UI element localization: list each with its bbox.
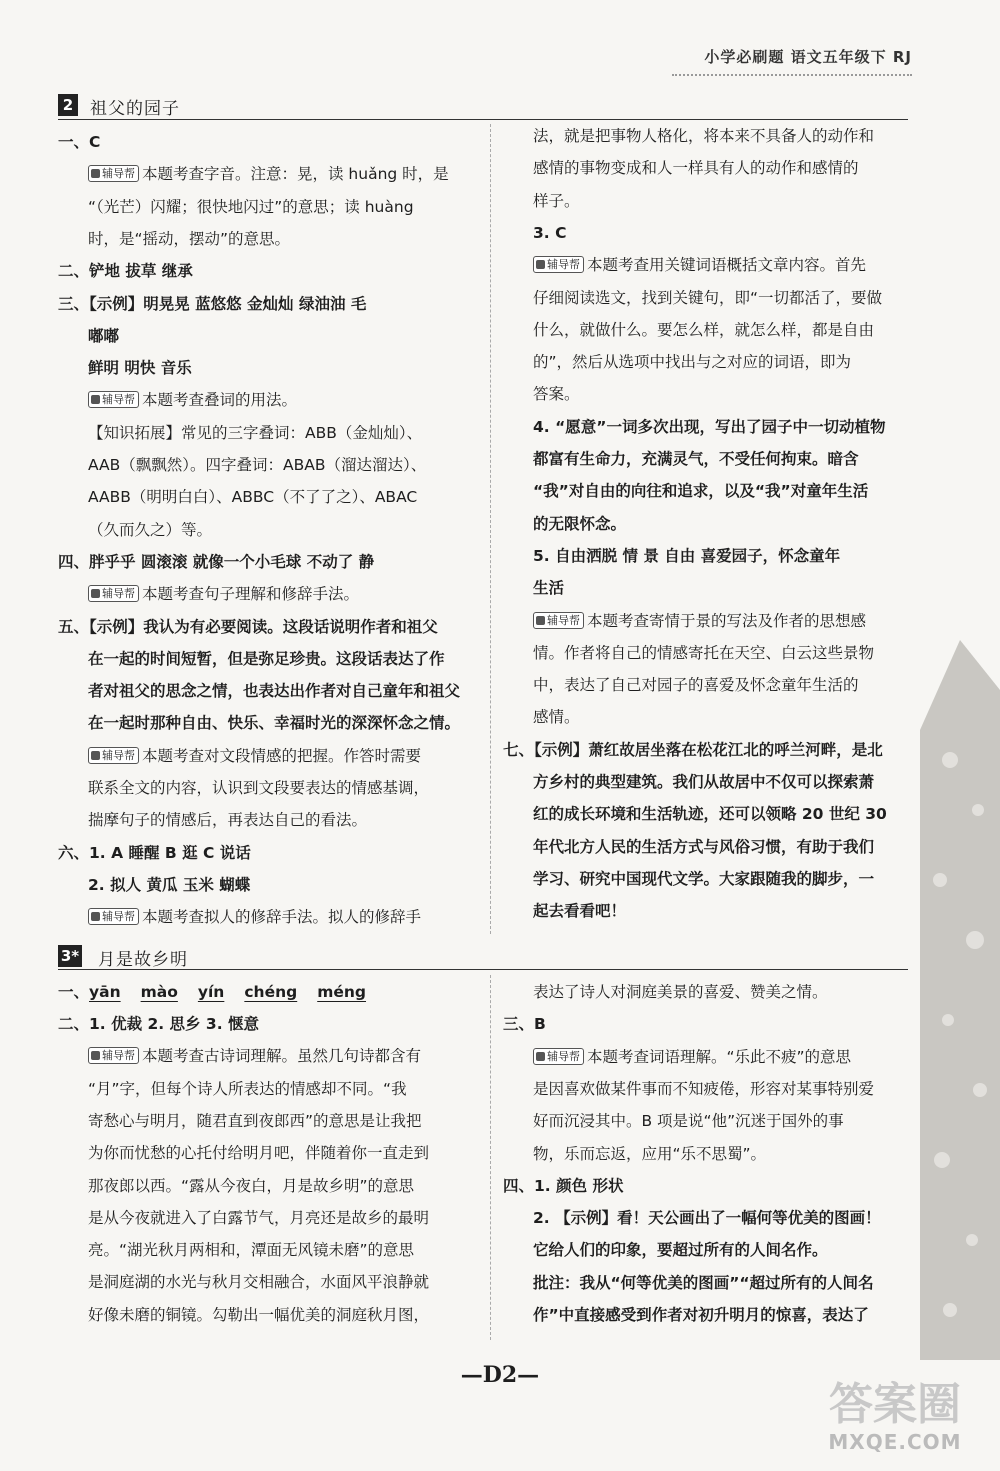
answer-line	[533, 417, 885, 437]
line-text: 好像未磨的铜镜。勾勒出一幅优美的洞庭秋月图，	[88, 1305, 430, 1324]
answer-line	[88, 487, 417, 507]
line-text: 仔细阅读选文，找到关键句，即“一切都活了，要做	[533, 288, 883, 307]
answer-line	[533, 449, 859, 469]
section-rule	[58, 969, 908, 970]
line-text: 答案。	[533, 385, 580, 404]
line-text: 批注：我从“何等优美的图画”“超过所有的人间名	[533, 1273, 874, 1292]
answer-line	[533, 514, 626, 534]
line-text: 时，是“摇动，摆动”的意思。	[88, 229, 291, 248]
tag-icon	[91, 589, 100, 598]
answer-line	[533, 546, 840, 566]
line-text: “（光芒）闪耀；很快地闪过”的意思；读 huàng	[88, 197, 414, 216]
line-text: 物，乐而忘返，应用“乐不思蜀”。	[533, 1144, 767, 1163]
hint-line	[533, 255, 866, 275]
line-text: “月”字，但每个诗人所表达的情感却不同。“我	[88, 1079, 407, 1098]
answer-line	[533, 320, 874, 340]
line-text: 三、B	[503, 1015, 546, 1034]
line-text: 四、1. 颜色 形状	[503, 1176, 624, 1195]
line-text: 二、1. 优裁 2. 思乡 3. 惬意	[58, 1015, 260, 1033]
hint-tag-label: 辅导帮	[102, 748, 135, 762]
hint-line	[88, 746, 421, 766]
answer-line	[533, 982, 828, 1002]
tag-icon	[91, 395, 100, 404]
answer-line	[533, 1144, 766, 1164]
hint-tag-label: 辅导帮	[547, 613, 580, 627]
answer-line	[533, 126, 874, 146]
tag-icon	[91, 169, 100, 178]
line-text: 它给人们的印象，要超过所有的人间名作。	[533, 1241, 828, 1260]
line-text: 三、【示例】明晃晃 蓝悠悠 金灿灿 绿油油 毛	[58, 294, 367, 313]
line-text: 联系全文的内容，认识到文段要表达的情感基调，	[88, 779, 430, 797]
answer-line	[533, 1111, 844, 1131]
hint-tag-label: 辅导帮	[547, 258, 580, 272]
section-heading	[58, 94, 918, 118]
line-text: 二、铲地 拔草 继承	[58, 262, 193, 281]
hint-tag-label: 辅导帮	[102, 1049, 135, 1063]
pinyin: méng	[317, 983, 367, 1001]
hint-tag	[88, 908, 139, 925]
column-separator	[490, 975, 491, 1340]
line-text: 的无限怀念。	[533, 514, 627, 533]
hint-tag	[88, 585, 139, 602]
line-text: 本题考查用关键词语概括文章内容。首先	[587, 256, 867, 275]
hint-tag-label: 辅导帮	[547, 1049, 580, 1063]
answer-line	[58, 617, 438, 637]
line-text: 方乡村的典型建筑。我们从故居中不仅可以探索萧	[533, 773, 875, 791]
section-title: 祖父的园子	[90, 99, 180, 119]
line-text: 本题考查对文段情感的把握。作答时需要	[142, 746, 422, 765]
line-text: 亮。“湖光秋月两相和，潭面无风镜未磨”的意思	[88, 1241, 415, 1260]
column-separator	[490, 124, 491, 934]
answer-line	[533, 869, 874, 889]
answer-line	[533, 384, 580, 404]
tag-icon	[536, 616, 545, 625]
line-text: 表达了诗人对洞庭美景的喜爱、赞美之情。	[533, 983, 828, 1001]
line-text: 在一起时那种自由、快乐、幸福时光的深深怀念之情。	[88, 714, 461, 733]
answer-line	[88, 1111, 422, 1131]
answer-line	[88, 229, 290, 249]
line-text: 六、1. A 睡醒 B 逛 C 说话	[58, 843, 251, 862]
line-text: 鲜明 明快 音乐	[88, 359, 192, 378]
answer-line	[58, 552, 374, 572]
answer-line	[58, 132, 100, 152]
answer-line	[58, 294, 366, 314]
tag-icon	[91, 1051, 100, 1060]
answer-line	[88, 455, 426, 475]
pinyin: chéng	[244, 983, 298, 1001]
answer-line	[533, 643, 874, 663]
pinyin: yān	[89, 983, 121, 1001]
answer-line	[533, 1079, 874, 1099]
line-text: 在一起的时间短暂，但是弥足珍贵。这段话表达了作	[88, 649, 445, 668]
section-title: 月是故乡明	[98, 950, 188, 970]
line-text: 3. C	[533, 223, 567, 242]
hint-tag	[533, 256, 584, 273]
line-text: 五、【示例】我认为有必要阅读。这段话说明作者和祖父	[58, 617, 438, 636]
hint-line	[88, 1046, 421, 1066]
hint-line	[533, 611, 866, 631]
answer-line	[88, 713, 460, 733]
answer-line	[503, 740, 883, 760]
answer-line	[533, 772, 874, 792]
answer-line	[533, 1305, 869, 1325]
watermark-url: MXQE.COM	[828, 1430, 962, 1454]
line-text: “我”对自由的向往和追求，以及“我”对童年生活	[533, 482, 869, 501]
hint-line	[88, 907, 421, 927]
answer-line	[533, 352, 851, 372]
running-header: 小学必刷题 语文五年级下 RJ	[704, 48, 912, 66]
tag-icon	[536, 260, 545, 269]
line-text: 本题考查寄情于景的写法及作者的思想感	[587, 611, 867, 630]
hint-tag	[88, 1047, 139, 1064]
answer-line	[88, 1079, 407, 1099]
line-text: 4. “愿意”一词多次出现，写出了园子中一切动植物	[533, 417, 886, 436]
right-column	[503, 124, 913, 934]
answer-line	[88, 875, 250, 895]
line-text: 嘟嘟	[88, 326, 120, 345]
line-text: 七、【示例】萧红故居坐落在松花江北的呼兰河畔，是北	[503, 740, 883, 759]
hint-line	[533, 1047, 851, 1067]
answer-line	[533, 1240, 828, 1260]
left-column	[58, 980, 483, 1330]
hint-tag-label: 辅导帮	[102, 587, 135, 601]
answer-line	[88, 1240, 414, 1260]
item-label: 一、	[58, 983, 90, 1001]
line-text: 的”，然后从选项中找出与之对应的词语，即为	[533, 353, 852, 372]
answer-line	[533, 1273, 874, 1293]
answer-line	[503, 1176, 623, 1196]
line-text: 者对祖父的思念之情，也表达出作者对自己童年和祖父	[88, 682, 461, 701]
tag-icon	[91, 912, 100, 921]
line-text: 2. 【示例】看！天公画出了一幅何等优美的图画！	[533, 1209, 881, 1228]
line-text: 本题考查字音。注意：晃，读 huǎng 时，是	[142, 165, 449, 184]
answer-line	[88, 1305, 429, 1325]
line-text: 作”中直接感受到作者对初升明月的惊喜，表达了	[533, 1306, 869, 1324]
line-text: 本题考查拟人的修辞手法。拟人的修辞手	[142, 908, 422, 927]
line-text: 生活	[533, 579, 565, 598]
right-column	[503, 975, 913, 1335]
hint-tag-label: 辅导帮	[102, 910, 135, 924]
line-text: 红的成长环境和生活轨迹，还可以领略 20 世纪 30	[533, 805, 887, 824]
line-text: 5. 自由洒脱 情 景 自由 喜爱园子，怀念童年	[533, 546, 841, 565]
answer-line	[503, 1014, 546, 1034]
section-rule	[58, 119, 908, 120]
answer-line	[533, 158, 859, 178]
hint-line	[88, 584, 359, 604]
hint-tag	[88, 391, 139, 408]
line-text: 什么，就做什么。要怎么样，就怎么样，都是自由	[533, 320, 875, 339]
pinyin-row	[58, 982, 386, 1002]
tag-icon	[536, 1052, 545, 1061]
line-text: 揣摩句子的情感后，再表达自己的看法。	[88, 811, 368, 830]
answer-line	[58, 843, 251, 863]
section-number: 3*	[58, 945, 82, 967]
answer-line	[533, 288, 882, 308]
watermark	[800, 1380, 990, 1460]
line-text: 都富有生命力，充满灵气，不受任何拘束。暗含	[533, 450, 859, 468]
answer-line	[533, 837, 874, 857]
tag-icon	[91, 751, 100, 760]
answer-line	[88, 1208, 429, 1228]
pinyin: mào	[140, 983, 178, 1001]
line-text: 情。作者将自己的情感寄托在天空、白云这些景物	[533, 643, 875, 662]
line-text: 样子。	[533, 191, 580, 210]
line-text: 那夜郎以西。“露从今夜白，月是故乡明”的意思	[88, 1176, 415, 1195]
answer-line	[88, 1143, 429, 1163]
answer-line	[533, 1208, 881, 1228]
answer-line	[58, 1014, 259, 1034]
hint-tag	[533, 612, 584, 629]
answer-line	[88, 1176, 414, 1196]
line-text: 学习、研究中国现代文学。大家跟随我的脚步，一	[533, 869, 875, 888]
line-text: 年代北方人民的生活方式与风俗习惯，有助于我们	[533, 837, 875, 856]
header-dots	[672, 74, 912, 78]
page-number: —D2—	[460, 1362, 540, 1388]
answer-line	[88, 649, 445, 669]
answer-line	[88, 810, 367, 830]
section-number: 2	[58, 94, 78, 116]
line-text: AAB（飘飘然）。四字叠词：ABAB（溜达溜达）、	[88, 456, 427, 474]
answer-line	[88, 520, 212, 540]
line-text: 感情。	[533, 708, 580, 727]
answer-line	[88, 778, 429, 798]
hint-tag	[88, 165, 139, 182]
pinyin: yín	[197, 983, 225, 1001]
answer-line	[533, 901, 626, 921]
line-text: 是因喜欢做某件事而不知疲倦，形容对某事特别爱	[533, 1079, 875, 1098]
answer-line	[533, 223, 566, 243]
answer-line	[533, 804, 887, 824]
line-text: AABB（明明白白）、ABBC（不了了之）、ABAC	[88, 488, 418, 507]
line-text: 2. 拟人 黄瓜 玉米 蝴蝶	[88, 875, 251, 894]
line-text: 为你而忧愁的心托付给明月吧，伴随着你一直走到	[88, 1144, 430, 1163]
hint-line	[88, 164, 449, 184]
answer-line	[88, 326, 119, 346]
line-text: 本题考查词语理解。“乐此不疲”的意思	[587, 1047, 852, 1066]
hint-tag-label: 辅导帮	[102, 167, 135, 181]
line-text: 感情的事物变成和人一样具有人的动作和感情的	[533, 159, 859, 178]
line-text: 法，就是把事物人格化，将本来不具备人的动作和	[533, 127, 875, 145]
answer-line	[88, 358, 192, 378]
section-heading	[58, 945, 918, 969]
side-decoration	[920, 640, 1000, 1360]
line-text: 【知识拓展】常见的三字叠词：ABB（金灿灿）、	[88, 423, 423, 442]
answer-line	[88, 197, 414, 217]
line-text: 中，表达了自己对园子的喜爱及怀念童年生活的	[533, 676, 859, 695]
left-column	[58, 132, 483, 932]
hint-tag	[88, 747, 139, 764]
watermark-text: 答案圈	[829, 1379, 961, 1430]
hint-tag-label: 辅导帮	[102, 393, 135, 407]
line-text: 起去看看吧！	[533, 902, 627, 921]
answer-line	[533, 707, 580, 727]
answer-line	[88, 1272, 429, 1292]
line-text: 寄愁心与明月，随君直到夜郎西”的意思是让我把	[88, 1111, 422, 1130]
hint-line	[88, 390, 297, 410]
line-text: 是洞庭湖的水光与秋月交相融合，水面风平浪静就	[88, 1273, 430, 1292]
hint-tag	[533, 1048, 584, 1065]
line-text: 好而沉浸其中。B 项是说“他”沉迷于国外的事	[533, 1112, 844, 1131]
answer-line	[88, 423, 422, 443]
answer-line	[533, 191, 580, 211]
line-text: （久而久之）等。	[88, 520, 213, 539]
line-text: 本题考查句子理解和修辞手法。	[142, 585, 360, 604]
answer-line	[533, 481, 868, 501]
answer-line	[88, 681, 460, 701]
line-text: 本题考查叠词的用法。	[142, 391, 298, 410]
line-text: 本题考查古诗词理解。虽然几句诗都含有	[142, 1047, 422, 1066]
answer-line	[58, 261, 193, 281]
answer-line	[533, 578, 564, 598]
line-text: 是从今夜就进入了白露节气，月亮还是故乡的最明	[88, 1208, 430, 1227]
line-text: 四、胖乎乎 圆滚滚 就像一个小毛球 不动了 静	[58, 552, 375, 571]
answer-line	[533, 675, 859, 695]
line-text: 一、C	[58, 133, 101, 151]
